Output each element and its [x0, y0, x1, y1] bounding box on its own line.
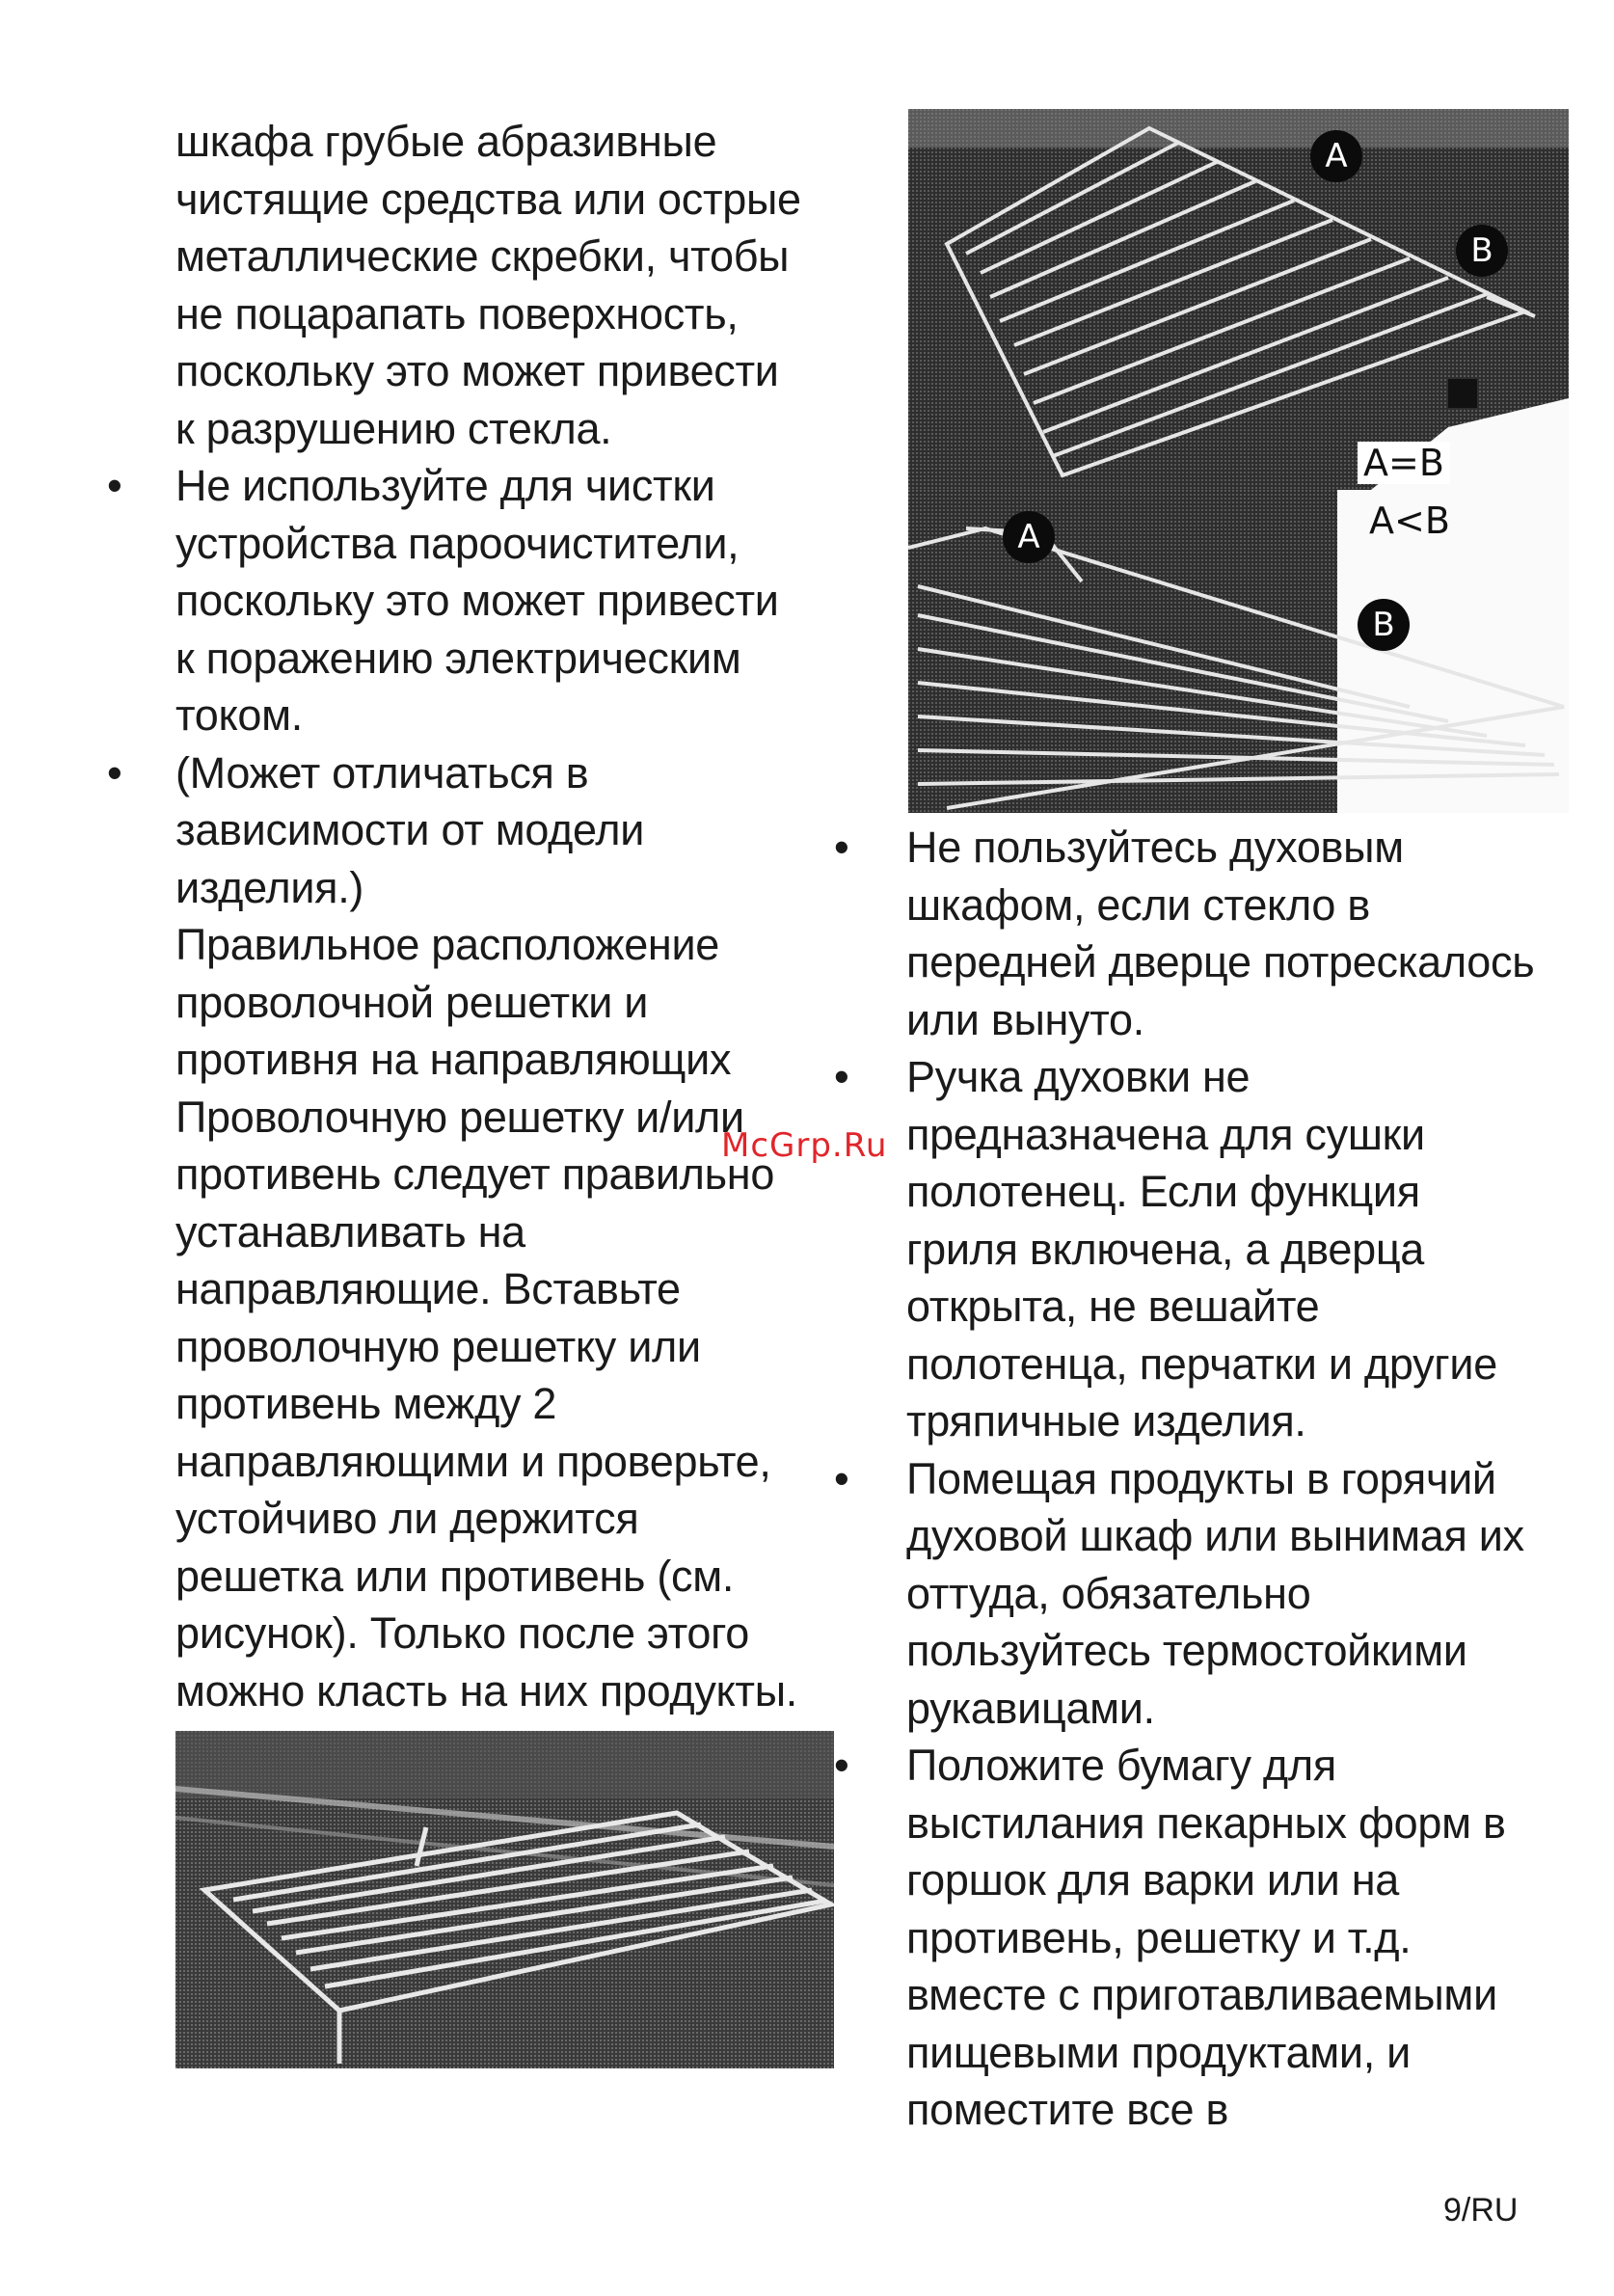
text-line: выстилания пекарных форм в [906, 1797, 1506, 1848]
left-column [107, 113, 812, 1719]
text-line: противень следует правильно [175, 1149, 775, 1199]
text-line: открыта, не вешайте [906, 1282, 1320, 1331]
text-line: направляющими и проверьте, [175, 1436, 771, 1486]
label-b-marker: B [1456, 225, 1508, 277]
caption-a-equals-b: A=B [1358, 442, 1450, 484]
text-line: вместе с приготавливаемыми [906, 1970, 1497, 2019]
text-line: Правильное расположение [175, 920, 720, 969]
text-line: противень, решетку и т.д. [906, 1912, 1412, 1962]
intro-paragraph [175, 113, 812, 457]
text-line: поскольку это может привести [175, 576, 779, 625]
text-line: тряпичные изделия. [906, 1396, 1306, 1445]
caption-a-less-b: A<B [1369, 500, 1450, 542]
text-line: током. [175, 690, 303, 740]
text-line: передней дверце потрескалось [906, 937, 1535, 986]
text-line: устройства пароочистители, [175, 518, 740, 568]
text-line: зависимости от модели [175, 805, 645, 854]
text-line: гриля включена, а дверца [906, 1224, 1425, 1274]
text-line: предназначена для сушки [906, 1109, 1425, 1159]
text-line: поскольку это может привести [175, 346, 779, 395]
bullet-item-handle-towels [834, 1048, 1572, 1450]
label-b-marker: B [1358, 599, 1410, 651]
text-line: или вынуто. [906, 994, 1144, 1044]
text-line: пищевыми продуктами, и [906, 2027, 1412, 2077]
bullet-marker: • [834, 823, 849, 872]
text-line: к поражению электрическим [175, 633, 741, 683]
text-line: решетка или противень (см. [175, 1551, 735, 1601]
label-a-marker: A [1003, 511, 1055, 563]
text-line: проволочной решетки и [175, 977, 649, 1027]
bullet-item-cracked-glass [834, 819, 1572, 1048]
bullet-marker: • [834, 1052, 849, 1101]
bullet-marker: • [834, 1741, 849, 1790]
right-column [834, 819, 1572, 2139]
text-line: полотенца, перчатки и другие [906, 1338, 1497, 1389]
text-line: Ручка духовки не [906, 1052, 1251, 1101]
text-line: Помещая продукты в горячий [906, 1453, 1496, 1503]
label-a-marker: A [1310, 130, 1362, 182]
text-line: духовой шкаф или вынимая их [906, 1511, 1524, 1560]
bullet-marker: • [107, 461, 122, 510]
text-line: Не пользуйтесь духовым [906, 823, 1404, 872]
text-line: проволочную решетку или [175, 1321, 701, 1371]
bullet-item-steam-cleaner [107, 457, 812, 744]
text-line: не поцарапать поверхность, [175, 288, 739, 338]
text-line: к разрушению стекла. [175, 403, 612, 453]
rack-photo-equal [908, 109, 1569, 490]
text-line: Не используйте для чистки [175, 461, 715, 510]
text-line: направляющие. Вставьте [175, 1264, 681, 1313]
bullet-marker: • [107, 747, 122, 797]
text-line: чистящие средства или острые [175, 174, 801, 224]
text-line: шкафа грубые абразивные [175, 117, 717, 166]
text-line: можно класть на них продукты. [175, 1665, 797, 1715]
text-line: устойчиво ли держится [175, 1494, 639, 1543]
text-line: Проволочную решетку и/или [175, 1092, 744, 1142]
text-line: горшок для варки или на [906, 1855, 1399, 1904]
wire-rack-photo [175, 1731, 834, 2068]
text-line: противень между 2 [175, 1379, 557, 1428]
text-line: пользуйтесь термостойкими [906, 1626, 1467, 1675]
text-line: шкафом, если стекло в [906, 879, 1370, 930]
watermark-text: McGrp.Ru [721, 1126, 888, 1165]
text-line: поместите все в [906, 2085, 1229, 2134]
page-number: 9/RU [1443, 2192, 1519, 2228]
text-line: рукавицами. [906, 1683, 1155, 1733]
text-line: устанавливать на [175, 1206, 525, 1256]
text-line: рисунок). Только после этого [175, 1608, 749, 1658]
text-line: Положите бумагу для [906, 1741, 1336, 1790]
bullet-item-baking-paper [834, 1737, 1572, 2139]
bullet-item-wire-rack [107, 744, 812, 1720]
bullet-item-oven-mitts [834, 1450, 1572, 1738]
text-line: (Может отличаться в [175, 747, 589, 797]
text-line: металлические скребки, чтобы [175, 231, 790, 281]
text-line: полотенец. Если функция [906, 1167, 1420, 1216]
text-line: противня на направляющих [175, 1035, 732, 1084]
text-line: изделия.) [175, 862, 364, 912]
bullet-marker: • [834, 1453, 849, 1503]
text-line: оттуда, обязательно [906, 1568, 1311, 1618]
rack-photo-less [908, 490, 1569, 813]
